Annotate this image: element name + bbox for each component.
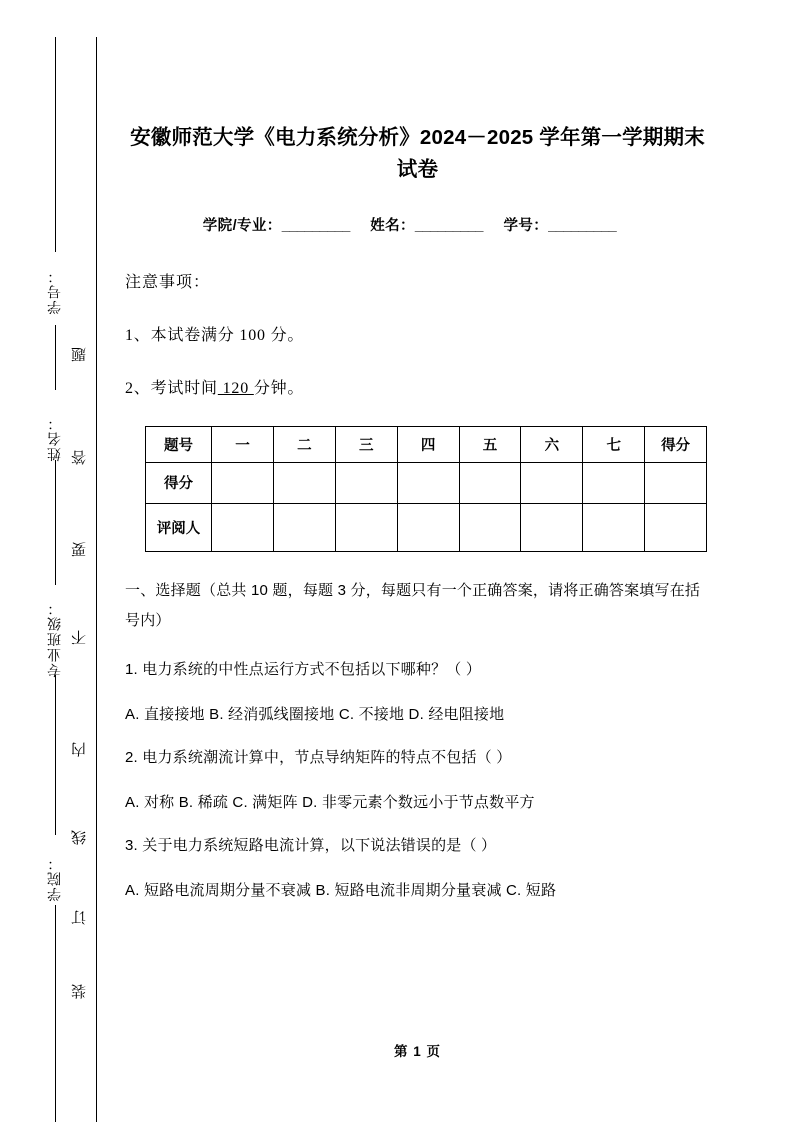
sidebar-seal-char-6: 线 bbox=[72, 828, 88, 845]
note-item-1: 1、本试卷满分 100 分。 bbox=[125, 326, 305, 344]
table-row bbox=[146, 426, 707, 462]
college-major-field bbox=[203, 218, 350, 234]
score-table-row-label: 评阅人 bbox=[146, 503, 212, 551]
sidebar-seal-char-7: 订 bbox=[72, 908, 88, 925]
student-info-line bbox=[125, 214, 710, 235]
page-title: 安徽师范大学《电力系统分析》2024－2025 学年第一学期期末试卷 bbox=[130, 126, 705, 181]
score-table-row-label: 得分 bbox=[146, 462, 212, 503]
margin-rule-segment-2 bbox=[55, 325, 56, 390]
table-row bbox=[146, 462, 707, 503]
sidebar-seal-char-4: 不 bbox=[72, 628, 88, 645]
score-table-header-cell: 五 bbox=[459, 426, 521, 462]
margin-rule-inner bbox=[96, 37, 97, 1122]
margin-rule-segment-3 bbox=[55, 460, 56, 585]
question-stem-3: 3. 关于电力系统短路电流计算，以下说法错误的是（ ） bbox=[125, 836, 497, 854]
score-table-entry-cell[interactable] bbox=[397, 503, 459, 551]
score-table-header-cell: 三 bbox=[335, 426, 397, 462]
sidebar-seal-char-3: 要 bbox=[72, 540, 88, 557]
score-table-entry-cell[interactable] bbox=[397, 462, 459, 503]
score-table-entry-cell[interactable] bbox=[273, 503, 335, 551]
score-table-entry-cell[interactable] bbox=[212, 462, 274, 503]
score-table-entry-cell[interactable] bbox=[521, 462, 583, 503]
name-field bbox=[370, 218, 483, 234]
score-table-entry-cell[interactable] bbox=[212, 503, 274, 551]
exam-duration-value: 120 bbox=[217, 379, 254, 397]
note-item-2 bbox=[125, 375, 710, 398]
score-table-header-cell: 四 bbox=[397, 426, 459, 462]
college-major-label: 学院/专业： bbox=[202, 217, 282, 234]
student-id-blank[interactable]: _________ bbox=[548, 217, 617, 234]
page-footer: 第 1 页 bbox=[393, 1044, 441, 1059]
score-table-entry-cell[interactable] bbox=[645, 503, 707, 551]
question-stem-1: 1. 电力系统的中性点运行方式不包括以下哪种？（ ） bbox=[125, 660, 482, 678]
question-options-1[interactable]: A. 直接接地 B. 经消弧线圈接地 C. 不接地 D. 经电阻接地 bbox=[125, 705, 505, 723]
score-table-entry-cell[interactable] bbox=[645, 462, 707, 503]
section-1-heading: 一、选择题（总共 10 题，每题 3 分，每题只有一个正确答案，请将正确答案填写在括号内） bbox=[125, 581, 701, 629]
sidebar-field-label-4: 学院： bbox=[48, 855, 63, 902]
note-2-suffix: 分钟。 bbox=[253, 379, 305, 397]
name-blank[interactable]: _________ bbox=[414, 217, 483, 234]
document-body bbox=[125, 0, 710, 900]
name-label: 姓名： bbox=[370, 217, 415, 234]
score-table-entry-cell[interactable] bbox=[335, 462, 397, 503]
score-table-entry-cell[interactable] bbox=[273, 462, 335, 503]
college-major-blank[interactable]: _________ bbox=[281, 217, 350, 234]
score-table bbox=[145, 426, 707, 552]
note-2-prefix: 2、考试时间 bbox=[125, 379, 218, 397]
student-id-field bbox=[503, 218, 616, 234]
question-options-3[interactable]: A. 短路电流周期分量不衰减 B. 短路电流非周期分量衰减 C. 短路 bbox=[125, 881, 557, 899]
question-options-2[interactable]: A. 对称 B. 稀疏 C. 满矩阵 D. 非零元素个数远小于节点数平方 bbox=[125, 793, 535, 811]
score-table-entry-cell[interactable] bbox=[583, 462, 645, 503]
sidebar-field-label-3: 专业班级： bbox=[48, 600, 63, 678]
table-row bbox=[146, 503, 707, 551]
score-table-header-cell: 题号 bbox=[146, 426, 212, 462]
margin-rule-segment-1 bbox=[55, 37, 56, 252]
question-stem-2: 2. 电力系统潮流计算中，节点导纳矩阵的特点不包括（ ） bbox=[125, 748, 512, 766]
sidebar-seal-char-8: 装 bbox=[72, 982, 88, 999]
score-table-entry-cell[interactable] bbox=[521, 503, 583, 551]
notes-heading: 注意事项： bbox=[125, 273, 211, 291]
sidebar-seal-char-1: 题 bbox=[72, 345, 88, 362]
score-table-entry-cell[interactable] bbox=[459, 462, 521, 503]
score-table-header-cell: 二 bbox=[273, 426, 335, 462]
sidebar-field-label-1: 学号： bbox=[48, 268, 63, 315]
score-table-entry-cell[interactable] bbox=[459, 503, 521, 551]
score-table-entry-cell[interactable] bbox=[335, 503, 397, 551]
score-table-header-cell: 六 bbox=[521, 426, 583, 462]
margin-rule-segment-5 bbox=[55, 905, 56, 1122]
score-table-header-cell: 得分 bbox=[645, 426, 707, 462]
sidebar-seal-char-5: 内 bbox=[72, 740, 88, 757]
score-table-header-cell: 七 bbox=[583, 426, 645, 462]
score-table-entry-cell[interactable] bbox=[583, 503, 645, 551]
sidebar-seal-char-2: 答 bbox=[72, 448, 88, 465]
sidebar-field-label-2: 姓名： bbox=[48, 415, 63, 462]
score-table-header-cell: 一 bbox=[212, 426, 274, 462]
margin-rule-segment-4 bbox=[55, 675, 56, 835]
student-id-label: 学号： bbox=[503, 217, 549, 234]
